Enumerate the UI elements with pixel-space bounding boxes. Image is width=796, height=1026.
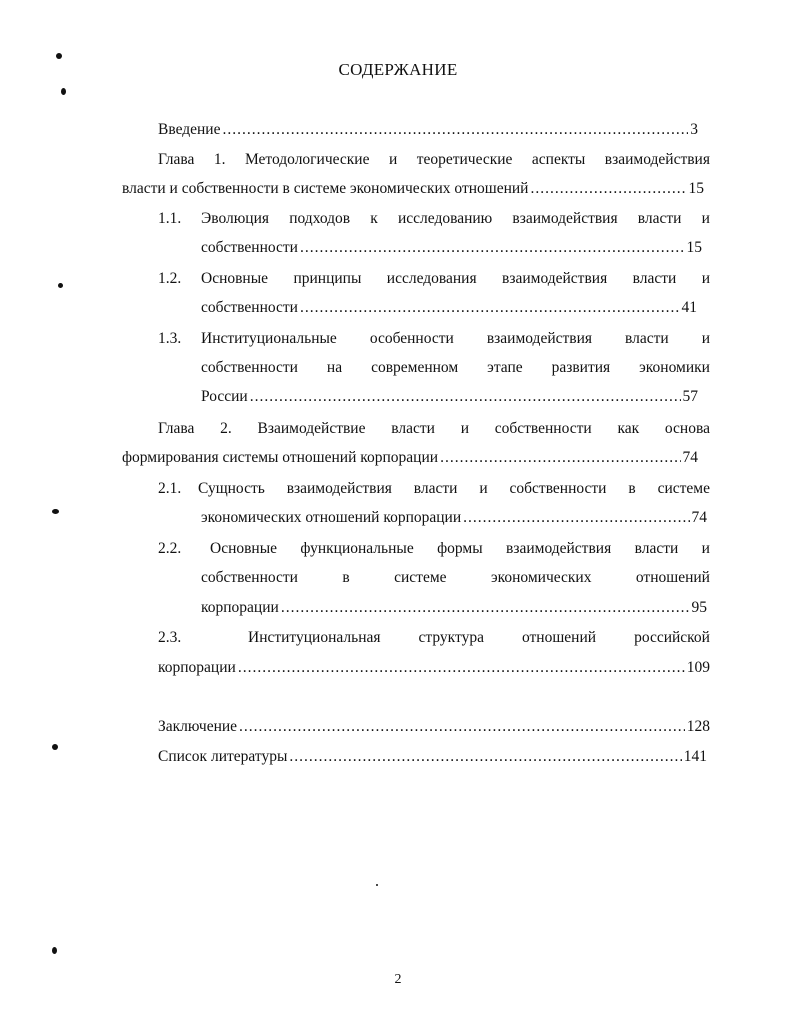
toc-word: структура: [418, 629, 484, 646]
toc-word: и: [701, 270, 710, 287]
toc-leader: [289, 747, 681, 767]
toc-leader: [463, 508, 689, 528]
toc-label: корпорации: [201, 599, 279, 616]
toc-word: Институциональная: [248, 629, 381, 646]
toc-word: как: [617, 420, 640, 437]
toc-word: власти: [413, 480, 458, 497]
toc-leader: [530, 179, 686, 199]
scan-speck: [56, 53, 62, 59]
toc-word: собственности: [494, 420, 592, 437]
toc-word: 2.: [220, 420, 232, 437]
toc-word: собственности: [201, 359, 298, 376]
toc-page: 128: [686, 718, 710, 735]
toc-leader: [281, 598, 690, 618]
toc-page: 141: [683, 748, 707, 765]
toc-word: Взаимодействие: [257, 420, 366, 437]
toc-page: 74: [682, 449, 698, 466]
toc-word: в: [628, 480, 636, 497]
toc-leader: [238, 658, 685, 678]
scan-speck: [52, 744, 58, 750]
toc-word: взаимодействия: [502, 270, 608, 287]
toc-section-number: 2.3.: [158, 629, 182, 646]
toc-word: к: [370, 210, 378, 227]
toc-label: России: [201, 388, 248, 405]
toc-leader: [222, 120, 688, 140]
scan-speck: [58, 283, 63, 288]
toc-leader: [300, 238, 685, 258]
toc-page: 15: [686, 239, 702, 256]
toc-entry-references: [158, 747, 707, 767]
toc-word: экономических: [490, 569, 592, 586]
toc-page: 95: [691, 599, 707, 616]
toc-word: и: [479, 480, 488, 497]
toc-entry-ch2-line1: [158, 419, 710, 439]
toc-leader: [440, 448, 680, 468]
toc-page: 15: [688, 180, 704, 197]
toc-label: корпорации: [158, 659, 236, 676]
toc-word: Эволюция: [201, 210, 270, 227]
toc-word: особенности: [369, 330, 454, 347]
toc-word: исследованию: [397, 210, 493, 227]
toc-word: аспекты: [531, 151, 586, 168]
toc-word: власти: [634, 540, 679, 557]
toc-word: на: [326, 359, 343, 376]
toc-word: собственности: [201, 569, 298, 586]
toc-word: формы: [437, 540, 483, 557]
toc-word: системе: [657, 480, 710, 497]
toc-entry-s22-line1: [210, 539, 710, 559]
toc-word: Методологические: [244, 151, 370, 168]
toc-label: Введение: [158, 121, 221, 138]
toc-word: Сущность: [198, 480, 265, 497]
toc-word: взаимодействия: [286, 480, 392, 497]
toc-section-number: 1.2.: [158, 270, 182, 287]
toc-entry-s21-line2: [201, 508, 707, 528]
toc-word: основа: [664, 420, 710, 437]
toc-entry-s13-line1: [201, 329, 710, 349]
toc-word: Глава: [158, 151, 195, 168]
toc-word: Глава: [158, 420, 195, 437]
toc-word: власти: [632, 270, 677, 287]
toc-word: Институциональные: [201, 330, 337, 347]
toc-word: и: [460, 420, 469, 437]
toc-entry-s22-line2: [201, 568, 710, 588]
toc-entry-s23-line2: [158, 658, 710, 678]
toc-word: теоретические: [416, 151, 513, 168]
toc-entry-ch2-line2: [122, 448, 698, 468]
toc-section-number: 2.1.: [158, 480, 182, 497]
toc-entry-s21-line1: [198, 479, 710, 499]
toc-entry-s13-line2: [201, 358, 710, 378]
page-title: СОДЕРЖАНИЕ: [338, 60, 458, 79]
toc-word: 1.: [213, 151, 226, 168]
toc-page: 3: [690, 121, 698, 138]
toc-section-number: 1.3.: [158, 330, 182, 347]
toc-word: в: [342, 569, 350, 586]
scan-speck: [52, 509, 59, 514]
toc-word: и: [388, 151, 398, 168]
toc-entry-s11-line2: [201, 238, 702, 258]
toc-word: подходов: [289, 210, 351, 227]
toc-word: системе: [394, 569, 447, 586]
scan-speck: [376, 884, 378, 886]
toc-word: взаимодействия: [506, 540, 612, 557]
toc-section-number: 1.1.: [158, 210, 182, 227]
toc-label: собственности: [201, 239, 298, 256]
toc-word: принципы: [293, 270, 362, 287]
toc-label: Список литературы: [158, 748, 288, 765]
toc-word: функциональные: [300, 540, 414, 557]
toc-word: отношений: [635, 569, 710, 586]
toc-page: 74: [691, 509, 707, 526]
toc-entry-intro: [158, 120, 698, 140]
toc-word: власти: [391, 420, 435, 437]
toc-entry-s22-line3: [201, 598, 707, 618]
toc-label: экономических отношений корпорации: [201, 509, 462, 526]
page-number: 2: [394, 972, 402, 987]
toc-word: отношений: [521, 629, 597, 646]
toc-word: взаимодействия: [512, 210, 618, 227]
toc-label: Заключение: [158, 718, 238, 735]
toc-word: и: [701, 330, 710, 347]
toc-word: экономики: [639, 359, 710, 376]
toc-leader: [300, 298, 680, 318]
toc-page: 109: [686, 659, 710, 676]
toc-word: собственности: [509, 480, 607, 497]
scan-speck: [61, 88, 66, 95]
toc-word: исследования: [386, 270, 477, 287]
toc-word: развития: [551, 359, 611, 376]
toc-word: и: [701, 210, 710, 227]
toc-word: этапе: [487, 359, 523, 376]
toc-entry-s23-line1: [248, 628, 710, 648]
toc-word: Основные: [210, 540, 278, 557]
toc-label: власти и собственности в системе экономических отношений: [122, 180, 529, 197]
toc-word: Основные: [201, 270, 269, 287]
toc-word: и: [701, 540, 710, 557]
toc-entry-ch1-line2: [122, 179, 704, 199]
toc-word: взаимодействия: [486, 330, 593, 347]
toc-label: собственности: [201, 299, 298, 316]
toc-word: взаимодействия: [604, 151, 710, 168]
toc-entry-s12-line1: [201, 269, 710, 289]
toc-entry-s13-line3: [201, 387, 698, 407]
toc-leader: [250, 387, 681, 407]
toc-label: формирования системы отношений корпорации: [122, 449, 439, 466]
toc-leader: [239, 717, 685, 737]
toc-word: современном: [371, 359, 459, 376]
toc-page: 57: [682, 388, 698, 405]
toc-word: российской: [634, 629, 710, 646]
toc-page: 41: [681, 299, 697, 316]
toc-word: власти: [625, 330, 669, 347]
scan-speck: [52, 947, 57, 954]
toc-entry-s12-line2: [201, 298, 697, 318]
toc-entry-conclusion: [158, 717, 710, 737]
toc-entry-s11-line1: [201, 209, 710, 229]
toc-entry-ch1-line1: [158, 150, 710, 170]
toc-section-number: 2.2.: [158, 540, 182, 557]
toc-word: власти: [637, 210, 682, 227]
